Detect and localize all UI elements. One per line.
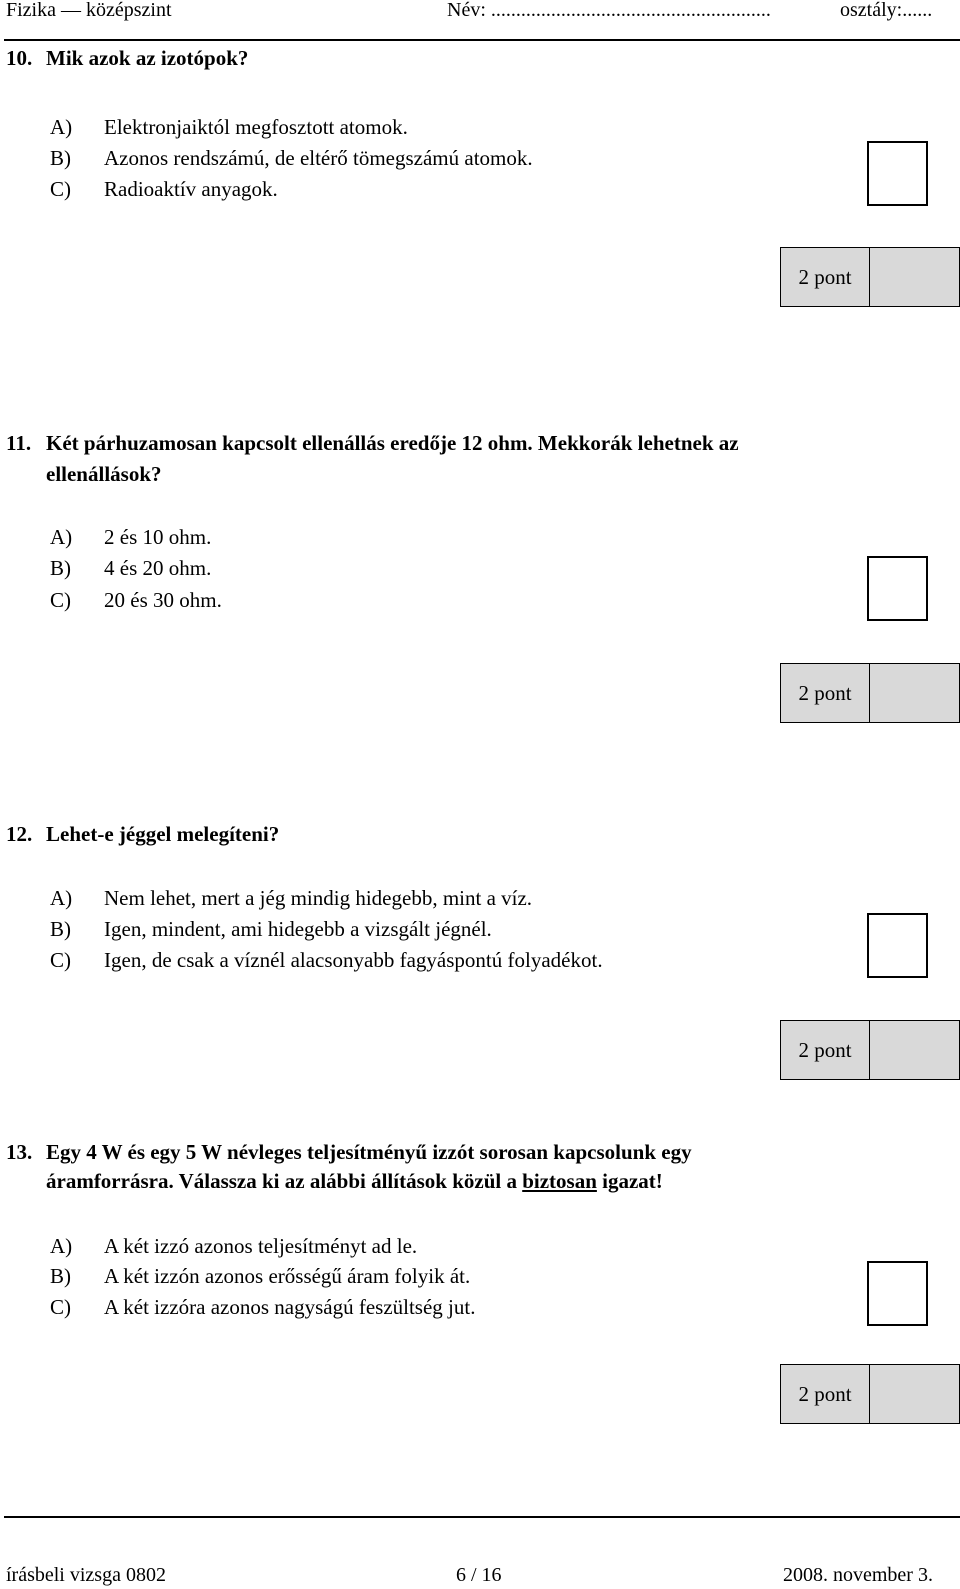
question-13-score	[780, 1364, 960, 1424]
option-label: C)	[50, 588, 71, 612]
option-text: A két izzóra azonos nagyságú feszültség jut.	[104, 1295, 476, 1319]
score-label: 2 pont	[780, 1020, 870, 1080]
option-text: 4 és 20 ohm.	[104, 556, 212, 580]
question-13-emphasis: biztosan	[522, 1169, 597, 1193]
option-text: Elektronjaiktól megfosztott atomok.	[104, 115, 408, 139]
option-label: A)	[50, 886, 73, 910]
option-text: 2 és 10 ohm.	[104, 525, 212, 549]
question-11-score	[780, 663, 960, 723]
question-10-score	[780, 247, 960, 307]
header-name-field: Név: ........................................................	[447, 0, 771, 21]
option-label: A)	[50, 115, 73, 139]
question-12-text: Lehet-e jéggel melegíteni?	[46, 822, 280, 846]
header-rule	[4, 39, 960, 41]
option-label: A)	[50, 525, 73, 549]
question-13-number: 13.	[6, 1140, 33, 1164]
score-label: 2 pont	[780, 247, 870, 307]
option-text: A két izzó azonos teljesítményt ad le.	[104, 1234, 418, 1258]
question-12-number: 12.	[6, 822, 33, 846]
score-cell[interactable]	[869, 247, 960, 307]
question-11-answer-box[interactable]	[867, 556, 928, 621]
question-11-text-line-1: Két párhuzamosan kapcsolt ellenállás eredője 12 ohm. Mekkorák lehetnek az	[46, 431, 739, 455]
option-label: B)	[50, 1264, 71, 1288]
option-label: C)	[50, 1295, 71, 1319]
question-12-score	[780, 1020, 960, 1080]
option-label: C)	[50, 177, 71, 201]
footer-exam-code: írásbeli vizsga 0802	[6, 1564, 166, 1586]
score-label: 2 pont	[780, 1364, 870, 1424]
question-13-text-line-2	[46, 1166, 663, 1196]
score-cell[interactable]	[869, 1020, 960, 1080]
option-text: Igen, de csak a víznél alacsonyabb fagyáspontú folyadékot.	[104, 948, 603, 972]
question-13-answer-box[interactable]	[867, 1261, 928, 1326]
option-label: A)	[50, 1234, 73, 1258]
header-class-field: osztály:......	[840, 0, 933, 21]
score-cell[interactable]	[869, 663, 960, 723]
score-label: 2 pont	[780, 663, 870, 723]
option-label: B)	[50, 917, 71, 941]
option-text: Igen, mindent, ami hidegebb a vizsgált jégnél.	[104, 917, 492, 941]
question-10-text: Mik azok az izotópok?	[46, 46, 249, 70]
question-10-number: 10.	[6, 46, 33, 70]
header-subject: Fizika — középszint	[6, 0, 172, 21]
option-label: C)	[50, 948, 71, 972]
question-13-text-line-1: Egy 4 W és egy 5 W névleges teljesítményű izzót sorosan kapcsolunk egy	[46, 1140, 692, 1164]
option-text: Nem lehet, mert a jég mindig hidegebb, mint a víz.	[104, 886, 533, 910]
footer-page-number: 6 / 16	[456, 1564, 502, 1586]
option-label: B)	[50, 556, 71, 580]
option-text: Azonos rendszámú, de eltérő tömegszámú atomok.	[104, 146, 533, 170]
option-text: A két izzón azonos erősségű áram folyik át.	[104, 1264, 471, 1288]
question-13-text-before: áramforrásra. Válassza ki az alábbi állítások közül a	[46, 1169, 523, 1193]
question-11-number: 11.	[6, 431, 32, 455]
footer-date: 2008. november 3.	[783, 1564, 933, 1586]
option-text: 20 és 30 ohm.	[104, 588, 222, 612]
question-10-answer-box[interactable]	[867, 141, 928, 206]
question-12-answer-box[interactable]	[867, 913, 928, 978]
question-11-text-line-2: ellenállások?	[46, 462, 162, 486]
option-text: Radioaktív anyagok.	[104, 177, 278, 201]
footer-rule	[4, 1516, 960, 1518]
option-label: B)	[50, 146, 71, 170]
score-cell[interactable]	[869, 1364, 960, 1424]
question-13-text-after: igazat!	[596, 1169, 663, 1193]
